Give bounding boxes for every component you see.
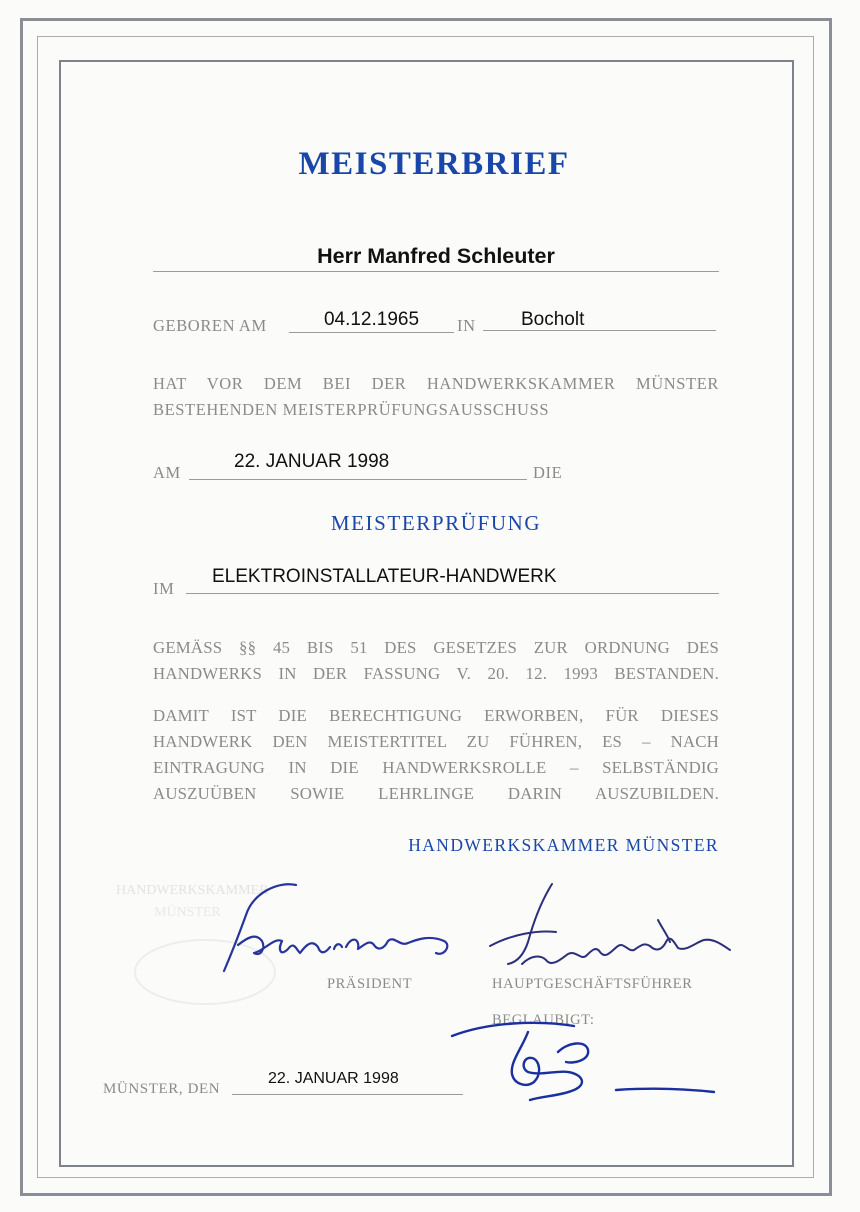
- rights-line-3: EINTRAGUNG IN DIE HANDWERKSROLLE – SELBSTÄNDIG: [153, 758, 719, 777]
- certification-signature: [448, 1012, 728, 1112]
- committee-line-1: HAT VOR DEM BEI DER HANDWERKSKAMMER MÜNSTER: [153, 374, 719, 393]
- born-date-line: [289, 332, 454, 333]
- manager-label: HAUPTGESCHÄFTSFÜHRER: [492, 976, 693, 992]
- certified-label: BEGLAUBIGT:: [492, 1012, 595, 1028]
- born-date: 04.12.1965: [323, 309, 420, 330]
- exam-title: MEISTERPRÜFUNG: [330, 511, 542, 535]
- president-label: PRÄSIDENT: [327, 976, 413, 992]
- svg-text:HANDWERKSKAMMER: HANDWERKSKAMMER: [116, 883, 269, 898]
- chamber-name: HANDWERKSKAMMER MÜNSTER: [408, 835, 719, 855]
- issue-date: 22. JANUAR 1998: [268, 1070, 399, 1087]
- rights-line-2: HANDWERK DEN MEISTERTITEL ZU FÜHREN, ES – NACH: [153, 732, 719, 751]
- birthplace-line: [483, 330, 716, 331]
- law-paragraph: [153, 635, 719, 687]
- im-label: IM: [153, 579, 175, 598]
- svg-text:MÜNSTER: MÜNSTER: [154, 905, 221, 920]
- rights-line-1: DAMIT IST DIE BERECHTIGUNG ERWORBEN, FÜR DIESES: [153, 706, 719, 725]
- manager-signature: [482, 880, 742, 990]
- exam-date: 22. JANUAR 1998: [234, 451, 390, 472]
- exam-date-line: [189, 479, 527, 480]
- birthplace: Bocholt: [521, 309, 585, 330]
- am-label: AM: [153, 463, 181, 482]
- born-label: GEBOREN AM: [153, 316, 267, 335]
- trade-line: [186, 593, 719, 594]
- in-label: IN: [457, 316, 476, 335]
- law-line-2: HANDWERKS IN DER FASSUNG V. 20. 12. 1993 BESTANDEN.: [153, 664, 719, 683]
- die-label: DIE: [533, 463, 563, 482]
- rights-paragraph: [153, 703, 719, 807]
- trade-name: ELEKTROINSTALLATEUR-HANDWERK: [212, 566, 557, 587]
- recipient-name: Herr Manfred Schleuter: [317, 244, 555, 268]
- place-label: MÜNSTER, DEN: [103, 1081, 221, 1097]
- recipient-underline: [153, 271, 719, 272]
- president-signature: [208, 875, 468, 985]
- law-line-1: GEMÄSS §§ 45 BIS 51 DES GESETZES ZUR ORDNUNG DES: [153, 638, 719, 657]
- rights-line-4: AUSZUÜBEN SOWIE LEHRLINGE DARIN AUSZUBILDEN.: [153, 784, 719, 803]
- certificate-title: MEISTERBRIEF: [298, 146, 570, 182]
- committee-line-2: BESTEHENDEN MEISTERPRÜFUNGSAUSSCHUSS: [153, 400, 550, 419]
- issue-date-line: [232, 1094, 463, 1095]
